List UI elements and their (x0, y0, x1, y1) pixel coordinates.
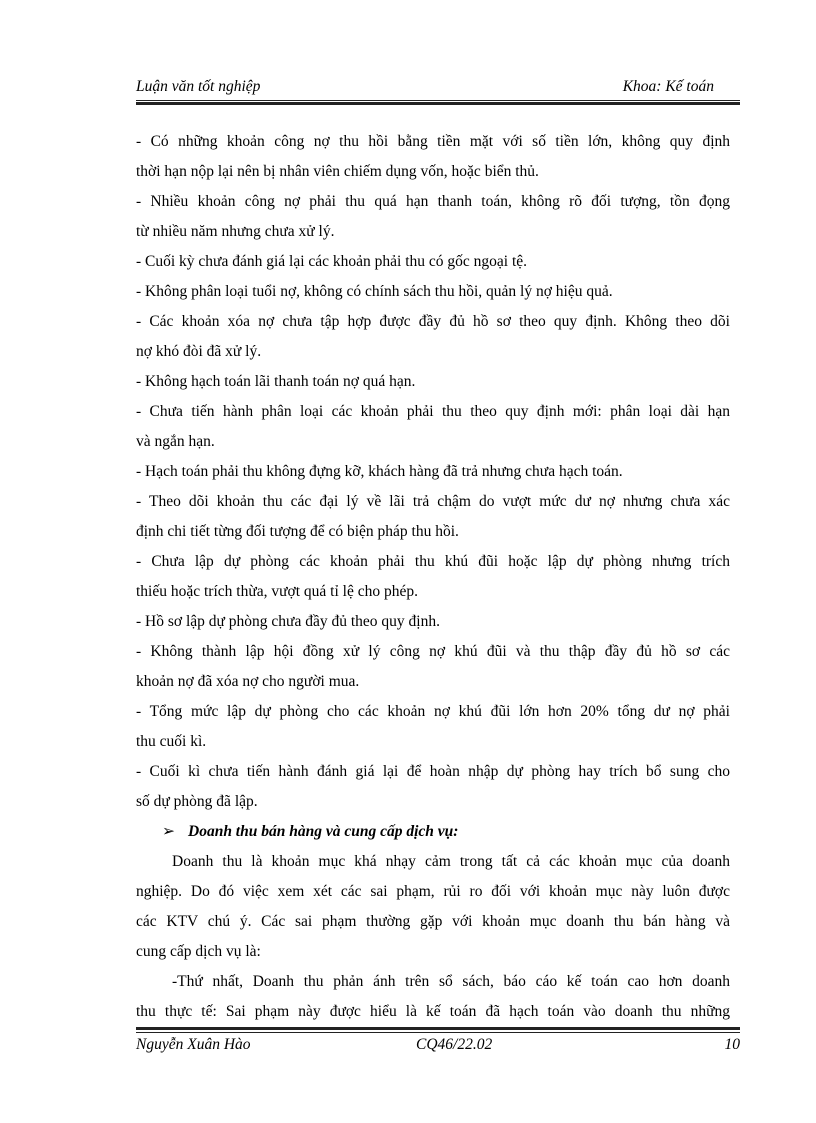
text-line: -Thứ nhất, Doanh thu phản ánh trên sổ sách, báo cáo kế toán cao hơn doanh (172, 973, 730, 990)
header-rule-thick (136, 102, 740, 105)
text-line: - Theo dõi khoản thu các đại lý về lãi trả chậm do vượt mức dư nợ nhưng chưa xác (136, 493, 730, 510)
text-line: nợ khó đòi đã xử lý. (136, 343, 262, 360)
text-line: thu cuối kì. (136, 733, 207, 750)
section-heading-text: Doanh thu bán hàng và cung cấp dịch vụ: (188, 823, 459, 840)
text-line: thời hạn nộp lại nên bị nhân viên chiếm dụng vốn, hoặc biển thủ. (136, 163, 539, 180)
text-line: thu thực tế: Sai phạm này được hiểu là kế toán đã hạch toán vào doanh thu những (136, 1003, 730, 1020)
text-line: - Không phân loại tuổi nợ, không có chính sách thu hồi, quản lý nợ hiệu quả. (136, 283, 613, 300)
text-line: các KTV chú ý. Các sai phạm thường gặp với khoản mục doanh thu bán hàng và (136, 913, 730, 930)
text-line: nghiệp. Do đó việc xem xét các sai phạm, rủi ro đối với khoản mục này luôn được (136, 883, 730, 900)
header-rule (136, 100, 740, 101)
footer-rule (136, 1032, 740, 1033)
text-line: - Hạch toán phải thu không đựng kỡ, khách hàng đã trả nhưng chưa hạch toán. (136, 463, 623, 480)
text-line: - Chưa lập dự phòng các khoản phải thu khú đũi hoặc lập dự phòng nhưng trích (136, 553, 730, 570)
text-line: cung cấp dịch vụ là: (136, 943, 261, 960)
text-line: định chi tiết từng đối tượng để có biện pháp thu hồi. (136, 523, 459, 540)
text-line: - Hồ sơ lập dự phòng chưa đầy đủ theo quy định. (136, 613, 440, 630)
text-line: số dự phòng đã lập. (136, 793, 258, 810)
text-line: - Các khoản xóa nợ chưa tập hợp được đầy đủ hồ sơ theo quy định. Không theo dõi (136, 313, 730, 330)
footer-page-number: 10 (724, 1036, 740, 1053)
text-line: - Cuối kì chưa tiến hành đánh giá lại để hoàn nhập dự phòng hay trích bổ sung cho (136, 763, 730, 780)
page-footer (136, 1036, 740, 1056)
text-line: - Nhiều khoản công nợ phải thu quá hạn thanh toán, không rõ đối tượng, tồn đọng (136, 193, 730, 210)
text-line: - Không thành lập hội đồng xử lý công nợ khú đũi và thu thập đầy đủ hồ sơ các (136, 643, 730, 660)
text-line: và ngắn hạn. (136, 433, 215, 450)
text-line: - Không hạch toán lãi thanh toán nợ quá hạn. (136, 373, 416, 390)
footer-rule-thick (136, 1027, 740, 1030)
header-faculty: Khoa: Kế toán (622, 78, 714, 95)
arrow-bullet-icon: ➢ (162, 823, 175, 840)
footer-class-code: CQ46/22.02 (416, 1036, 493, 1053)
text-line: - Tổng mức lập dự phòng cho các khoản nợ khú đũi lớn hơn 20% tổng dư nợ phải (136, 703, 730, 720)
footer-author: Nguyễn Xuân Hào (136, 1036, 251, 1053)
section-heading (162, 822, 458, 842)
text-line: - Cuối kỳ chưa đánh giá lại các khoản phải thu có gốc ngoại tệ. (136, 253, 528, 270)
text-line: - Chưa tiến hành phân loại các khoản phải thu theo quy định mới: phân loại dài hạn (136, 403, 730, 420)
text-line: thiếu hoặc trích thừa, vượt quá tỉ lệ cho phép. (136, 583, 418, 600)
page-header (136, 78, 738, 98)
header-thesis-title: Luận văn tốt nghiệp (136, 78, 261, 95)
text-line: Doanh thu là khoản mục khá nhạy cảm trong tất cả các khoản mục của doanh (172, 853, 730, 870)
text-line: từ nhiều năm nhưng chưa xử lý. (136, 223, 335, 240)
text-line: khoản nợ đã xóa nợ cho người mua. (136, 673, 360, 690)
text-line: - Có những khoản công nợ thu hồi bằng tiền mặt với số tiền lớn, không quy định (136, 133, 730, 150)
